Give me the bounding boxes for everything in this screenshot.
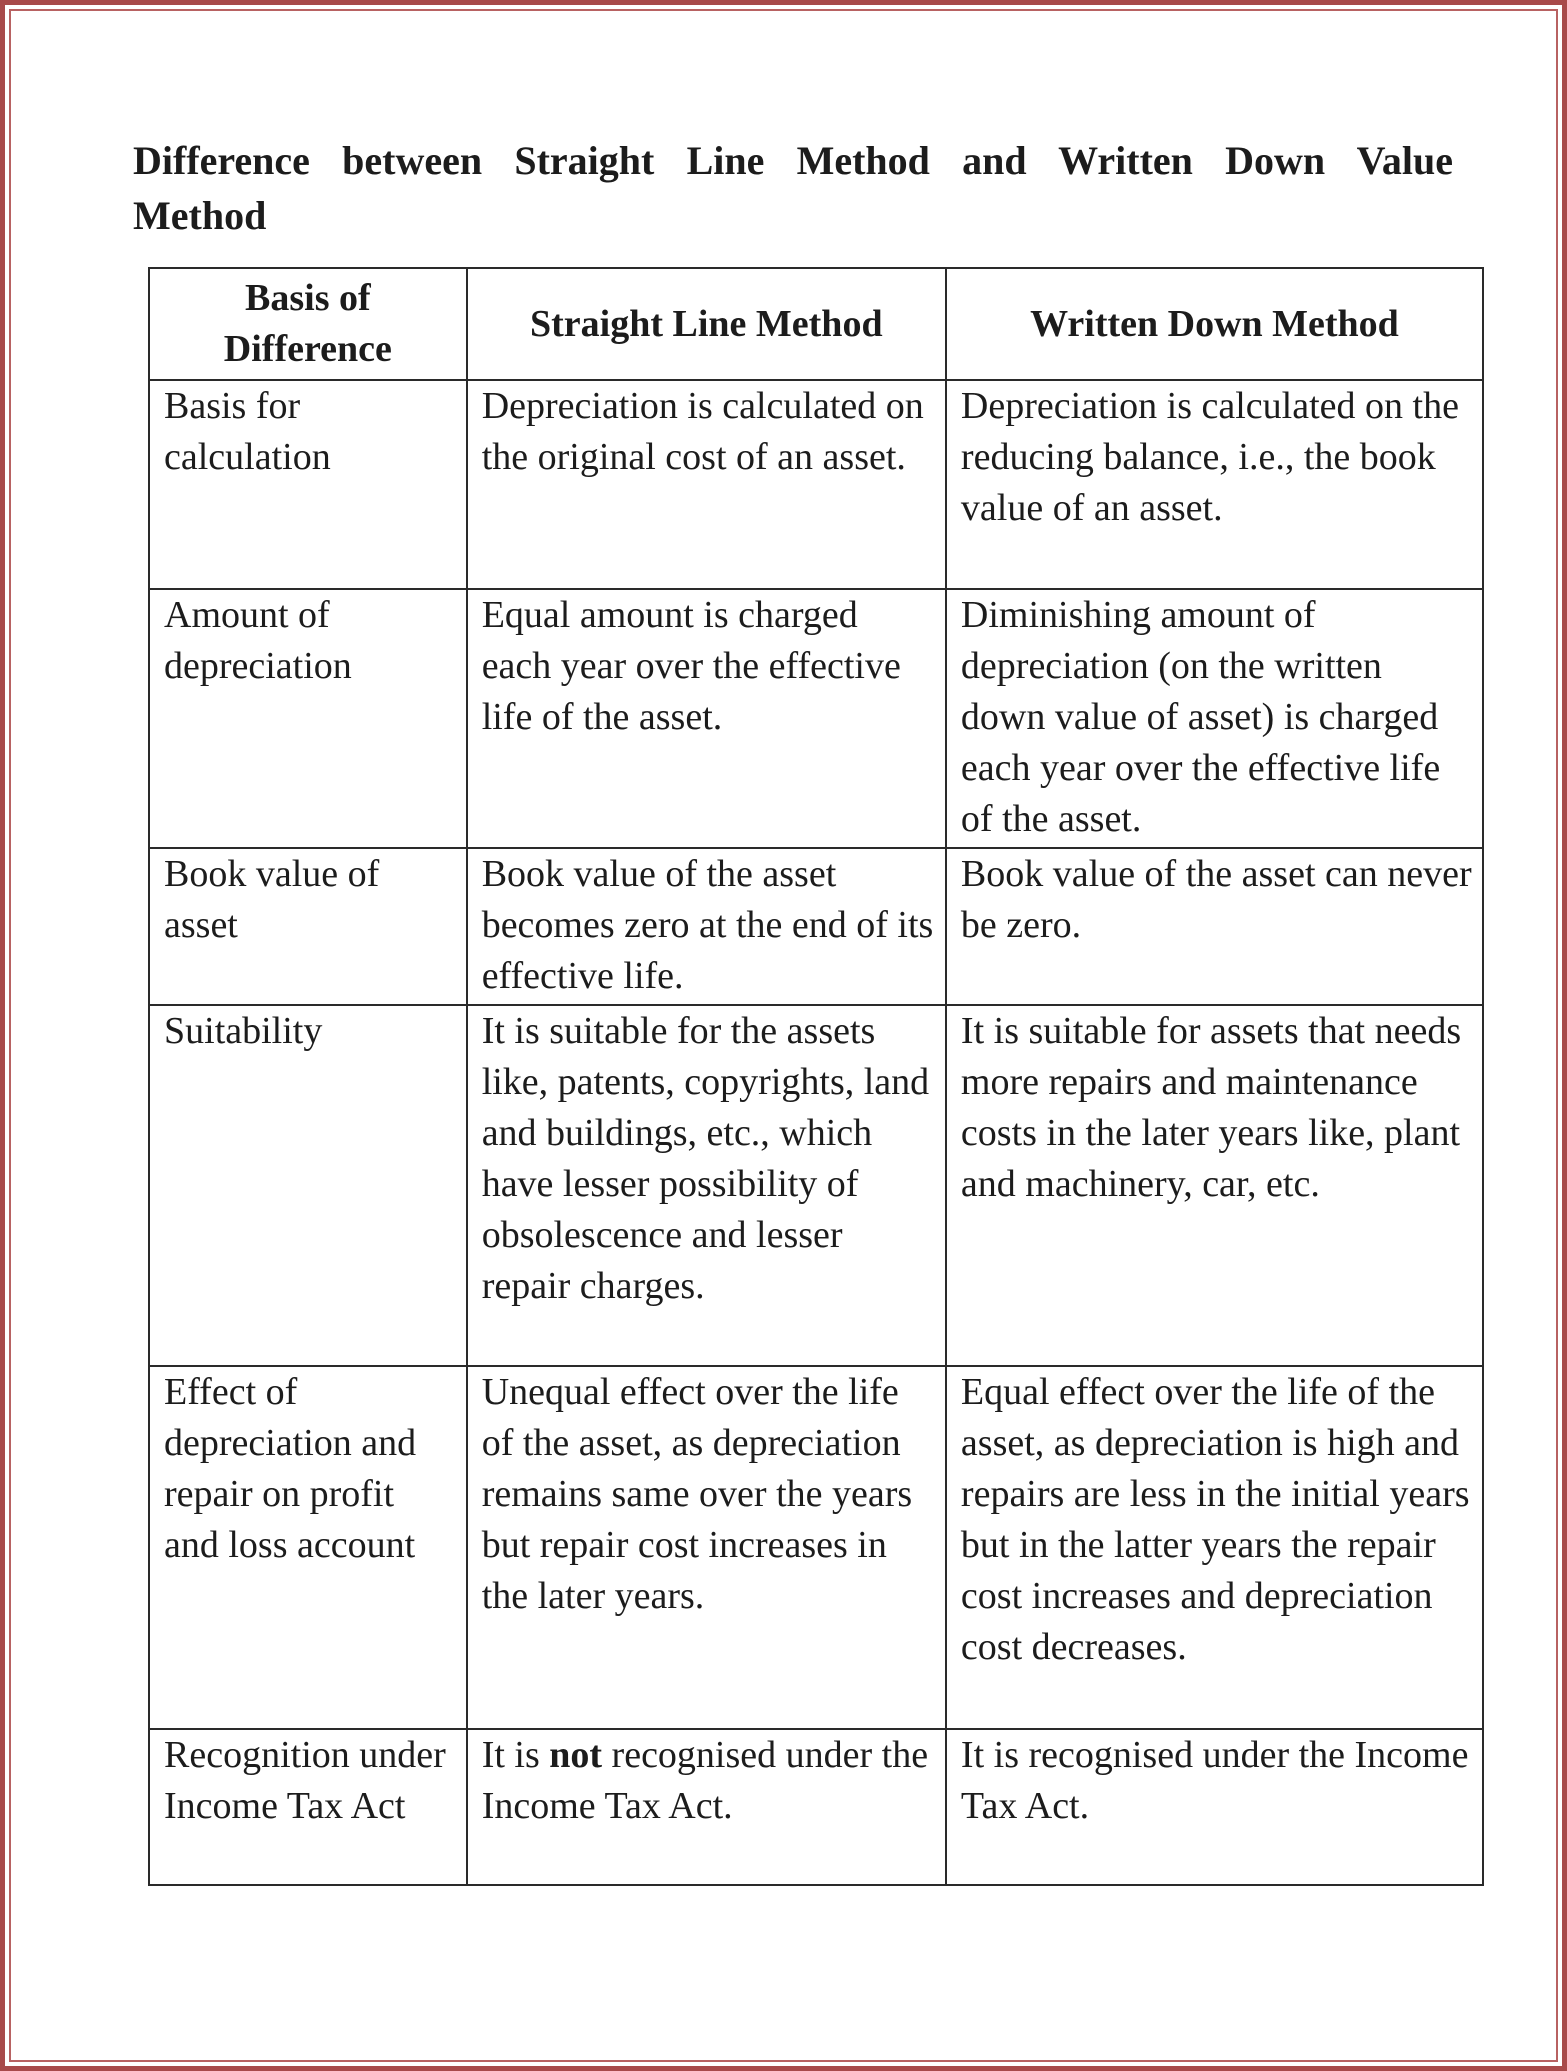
table-header-row <box>149 268 1483 380</box>
straight-line-cell: Equal amount is charged each year over the effective life of the asset. <box>467 589 946 848</box>
written-down-cell: Depreciation is calculated on the reducing balance, i.e., the book value of an asset. <box>946 380 1483 589</box>
basis-cell: Basis for calculation <box>149 380 467 589</box>
straight-line-text-pre: It is <box>481 1734 550 1776</box>
basis-cell: Book value of asset <box>149 848 467 1005</box>
table-row <box>149 1366 1483 1729</box>
straight-line-cell: Depreciation is calculated on the original cost of an asset. <box>467 380 946 589</box>
basis-cell: Amount of depreciation <box>149 589 467 848</box>
straight-line-cell: It is suitable for the assets like, patents, copyrights, land and buildings, etc., which have lesser possibility of obsolescence and lesser repair charges. <box>467 1005 946 1366</box>
written-down-cell: It is recognised under the Income Tax Act. <box>946 1729 1483 1885</box>
written-down-cell: It is suitable for assets that needs more repairs and maintenance costs in the later years like, plant and machinery, car, etc. <box>946 1005 1483 1366</box>
basis-cell: Recognition under Income Tax Act <box>149 1729 467 1885</box>
table-row <box>149 380 1483 589</box>
header-written-down: Written Down Method <box>946 268 1483 380</box>
header-straight-line: Straight Line Method <box>467 268 946 380</box>
table-row <box>149 1005 1483 1366</box>
basis-cell: Suitability <box>149 1005 467 1366</box>
document-title: Difference between Straight Line Method and Written Down Value Method <box>133 138 1453 238</box>
basis-cell: Effect of depreciation and repair on profit and loss account <box>149 1366 467 1729</box>
table-row <box>149 848 1483 1005</box>
header-basis: Basis of Difference <box>149 268 467 380</box>
comparison-table <box>148 267 1484 1886</box>
table-row <box>149 589 1483 848</box>
written-down-cell: Book value of the asset can never be zero. <box>946 848 1483 1005</box>
table-row <box>149 1729 1483 1885</box>
straight-line-text-post: recognised under the Income Tax Act. <box>481 1734 929 1827</box>
emphasis-not: not <box>549 1734 603 1776</box>
straight-line-cell <box>467 1729 946 1885</box>
straight-line-cell: Book value of the asset becomes zero at the end of its effective life. <box>467 848 946 1005</box>
straight-line-cell: Unequal effect over the life of the asset, as depreciation remains same over the years but repair cost increases in the later years. <box>467 1366 946 1729</box>
written-down-cell: Equal effect over the life of the asset, as depreciation is high and repairs are less in the initial years but in the latter years the repair cost increases and depreciation cost decreases. <box>946 1366 1483 1729</box>
written-down-cell: Diminishing amount of depreciation (on the written down value of asset) is charged each year over the effective life of the asset. <box>946 589 1483 848</box>
